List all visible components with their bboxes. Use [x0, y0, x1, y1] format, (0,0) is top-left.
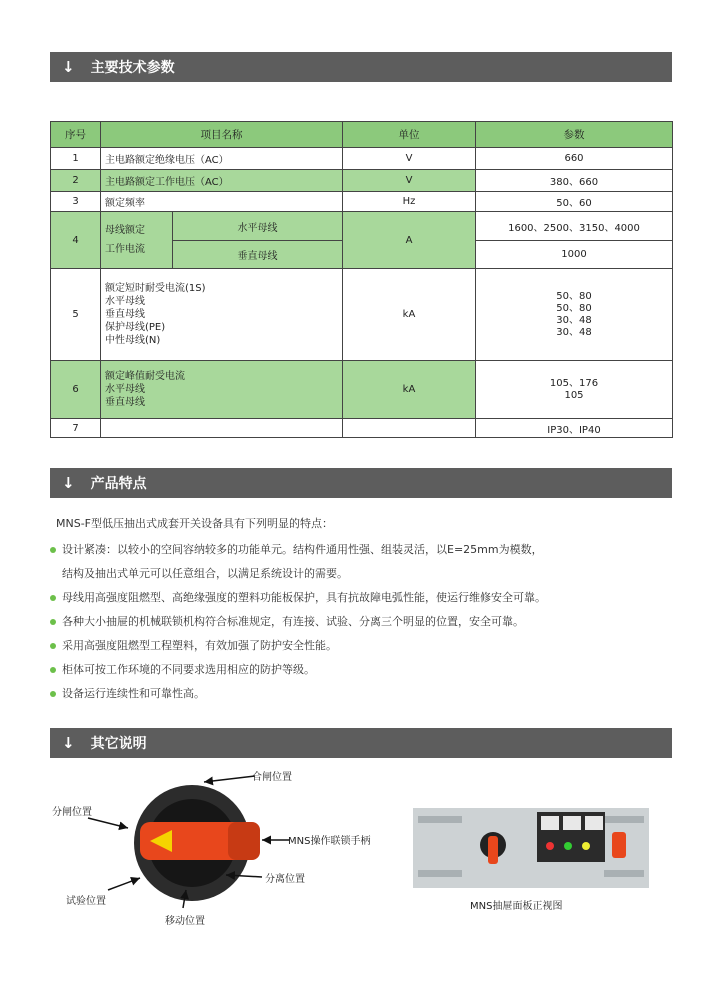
cell-item-line: 额定峰值耐受电流 [105, 371, 185, 382]
table-row [51, 269, 673, 361]
cell-value-line: 105 [564, 389, 584, 401]
list-item-text: 设计紧凑：以较小的空间容纳较多的功能单元。结构件通用性强、组装灵活，以E=25mm为模数， [62, 543, 543, 556]
list-item-text: 柜体可按工作环境的不同要求选用相应的防护等级。 [62, 663, 315, 676]
table-row [51, 148, 673, 170]
section-header-features [50, 468, 672, 498]
label-test-position: 试验位置 [66, 896, 106, 907]
open-arrow [88, 818, 128, 828]
list-item-text: 各种大小抽屉的机械联锁机构符合标准规定，有连接、试验、分离三个明显的位置，安全可靠。 [62, 615, 524, 628]
cell-value: 50、60 [476, 192, 673, 212]
list-item [50, 610, 700, 634]
green-dot-icon [50, 643, 56, 649]
cell-sub-item: 垂直母线 [173, 241, 343, 269]
features-list [50, 516, 700, 706]
cell-value-line: 30、48 [556, 326, 592, 338]
label-open-position: 分闸位置 [52, 807, 92, 818]
green-dot-icon [50, 619, 56, 625]
panel-slot [604, 816, 644, 823]
cell-value: 1600、2500、3150、4000 [476, 212, 673, 241]
cell-value: 660 [476, 148, 673, 170]
green-dot-icon [50, 595, 56, 601]
cell-unit: kA [343, 269, 476, 361]
green-dot-icon [50, 667, 56, 673]
cell-item-line: 垂直母线 [105, 397, 145, 408]
panel-handle-grip [488, 836, 498, 864]
cell-unit: V [343, 148, 476, 170]
label-handle: MNS操作联锁手柄 [288, 836, 371, 847]
handle-diagram [0, 760, 720, 1000]
closed-arrow [204, 776, 255, 782]
section-header-main-params [50, 52, 672, 82]
indicator-light-icon [546, 842, 554, 850]
list-item [50, 586, 700, 610]
meter-icon [585, 816, 603, 830]
section-title: 其它说明 [90, 736, 147, 752]
cell-value: 1000 [476, 241, 673, 269]
cell-item: 额定频率 [101, 192, 343, 212]
cell-item-line: 母线额定 [105, 225, 145, 236]
panel-slot [418, 870, 462, 877]
cell-unit [343, 419, 476, 438]
meter-icon [563, 816, 581, 830]
cell-unit: kA [343, 361, 476, 419]
cell-no: 7 [51, 419, 101, 438]
list-item [50, 634, 700, 658]
green-dot-icon [50, 547, 56, 553]
list-item [50, 538, 700, 586]
down-arrow-icon: ↓ [62, 474, 75, 492]
green-dot-icon [50, 691, 56, 697]
handle-grip-end [228, 822, 260, 860]
cell-no: 2 [51, 170, 101, 192]
cell-value-line: 105、176 [549, 377, 599, 389]
down-arrow-icon: ↓ [62, 734, 75, 752]
cell-item-line: 保护母线(PE) [105, 322, 166, 333]
list-item-text: 母线用高强度阻燃型、高绝缘强度的塑料功能板保护，具有抗故障电弧性能，使运行维修安全可靠。 [62, 591, 546, 604]
cell-item-line: 工作电流 [105, 244, 145, 255]
cell-value-line: 50、80 [556, 302, 592, 314]
panel-switch [612, 832, 626, 858]
header-unit: 单位 [343, 122, 476, 148]
cell-item-line: 垂直母线 [105, 309, 145, 320]
cell-item: 主电路额定工作电压（AC） [101, 170, 343, 192]
panel-slot [604, 870, 644, 877]
cell-item-line: 额定短时耐受电流(1S) [105, 283, 206, 294]
cell-value: 380、660 [476, 170, 673, 192]
cell-no: 4 [51, 212, 101, 269]
table-row [51, 361, 673, 419]
features-intro: MNS-F型低压抽出式成套开关设备具有下列明显的特点： [56, 517, 333, 530]
cell-value-line: 30、48 [556, 314, 592, 326]
label-closed-position: 合闸位置 [252, 772, 292, 783]
list-item [50, 682, 700, 706]
table-row [51, 419, 673, 438]
cell-item-line: 水平母线 [105, 384, 145, 395]
cell-unit: A [343, 212, 476, 269]
down-arrow-icon: ↓ [62, 58, 75, 76]
table-header-row [51, 122, 673, 148]
section-header-other [50, 728, 672, 758]
cell-item [101, 419, 343, 438]
list-item-text: 采用高强度阻燃型工程塑料，有效加强了防护安全性能。 [62, 639, 337, 652]
section-title: 主要技术参数 [90, 60, 175, 76]
cell-unit: Hz [343, 192, 476, 212]
list-item-text: 设备运行连续性和可靠性高。 [62, 687, 205, 700]
cell-value [476, 361, 673, 419]
cell-no: 3 [51, 192, 101, 212]
meter-icon [541, 816, 559, 830]
cell-item [101, 212, 173, 269]
cell-value [476, 269, 673, 361]
cell-sub-item: 水平母线 [173, 212, 343, 241]
cell-no: 1 [51, 148, 101, 170]
header-item: 项目名称 [101, 122, 343, 148]
cell-value-line: 50、80 [556, 290, 592, 302]
list-item [50, 658, 700, 682]
indicator-light-icon [582, 842, 590, 850]
header-value: 参数 [476, 122, 673, 148]
photo-caption: MNS抽屉面板正视图 [470, 901, 563, 912]
label-moving-position: 移动位置 [165, 916, 205, 927]
cell-item [101, 361, 343, 419]
cell-no: 5 [51, 269, 101, 361]
test-arrow [108, 878, 140, 890]
cell-item: 主电路额定绝缘电压（AC） [101, 148, 343, 170]
cell-item-line: 水平母线 [105, 296, 145, 307]
table-row [51, 170, 673, 192]
section-title: 产品特点 [90, 476, 147, 492]
table-row [51, 192, 673, 212]
cell-value: IP30、IP40 [476, 419, 673, 438]
cell-unit: V [343, 170, 476, 192]
cell-item [101, 269, 343, 361]
header-no: 序号 [51, 122, 101, 148]
label-separated-position: 分离位置 [265, 874, 305, 885]
table-row [51, 212, 673, 241]
cell-no: 6 [51, 361, 101, 419]
list-item-text: 结构及抽出式单元可以任意组合，以满足系统设计的需要。 [62, 567, 348, 580]
parameters-table [50, 121, 673, 438]
panel-slot [418, 816, 462, 823]
cell-item-line: 中性母线(N) [105, 335, 161, 346]
indicator-light-icon [564, 842, 572, 850]
